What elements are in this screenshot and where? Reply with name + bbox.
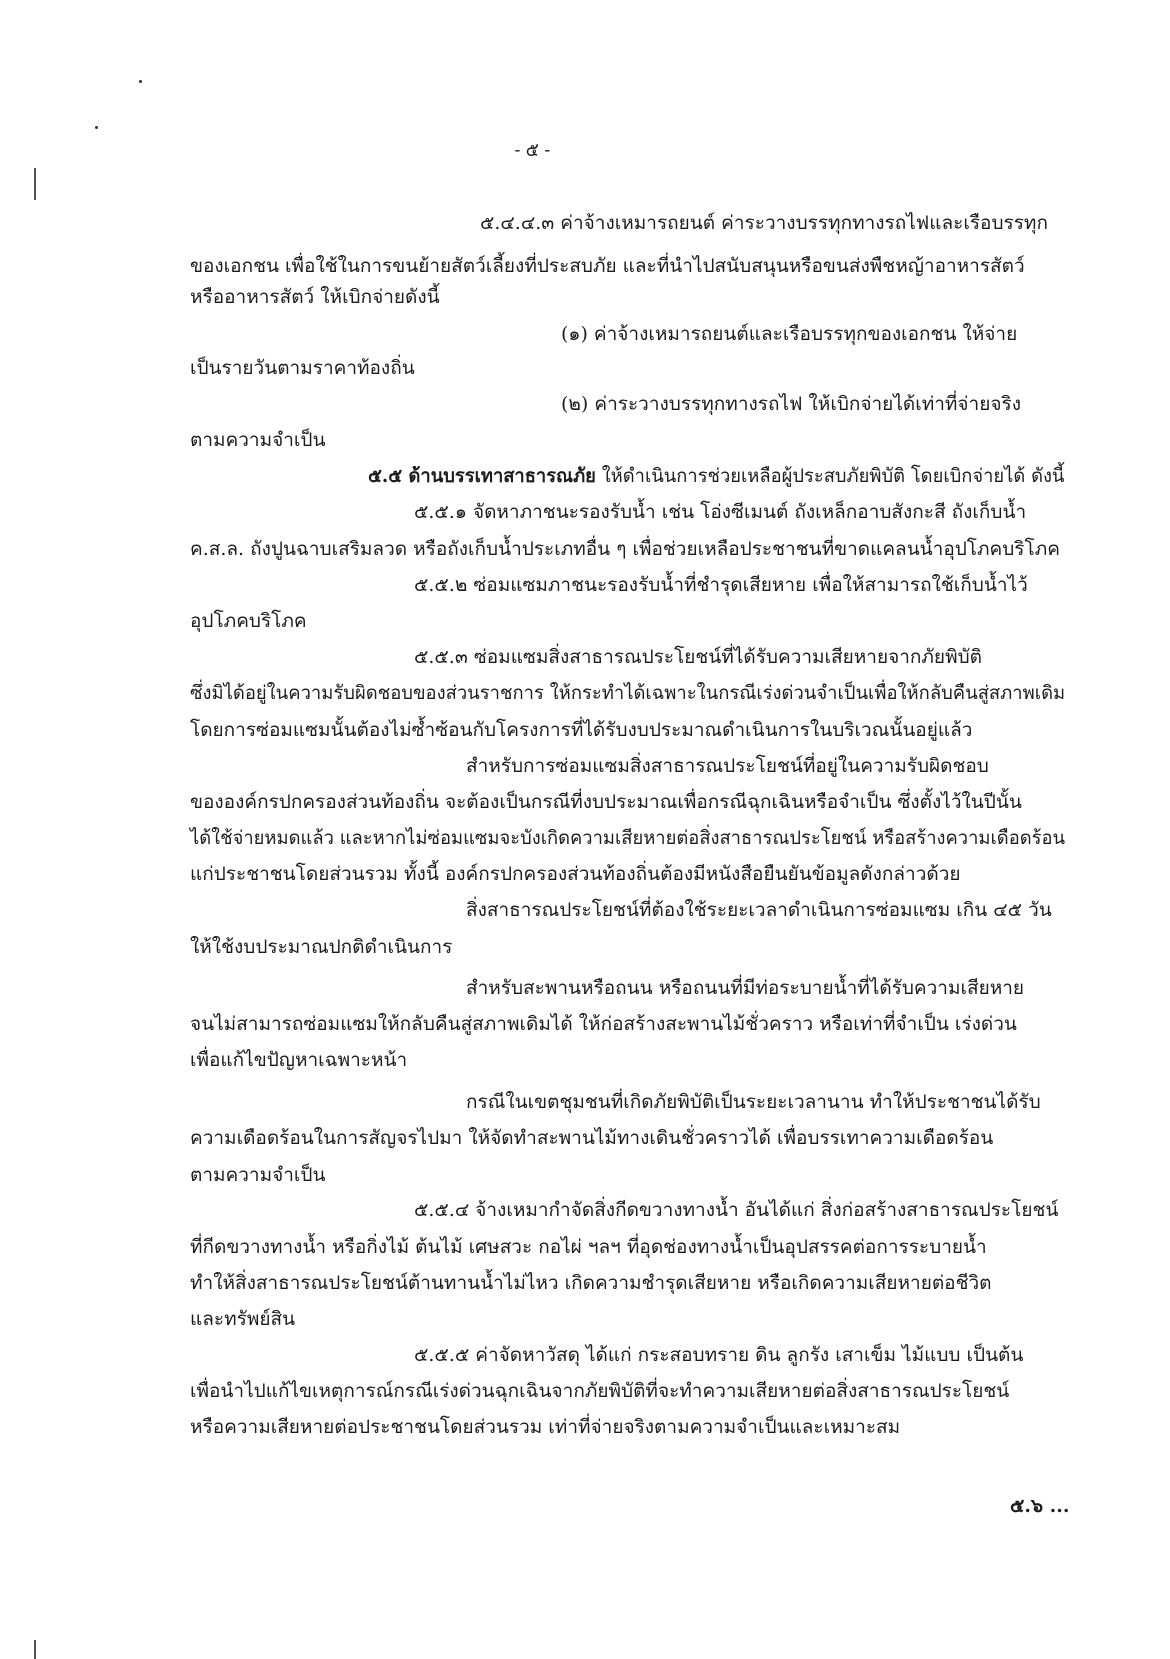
paragraph-line: ขององค์กรปกครองส่วนท้องถิ่น จะต้องเป็นกรณีที่งบประมาณเพื่อกรณีฉุกเฉินหรือจำเป็น ซึ่งตั้งไว้ในปีนั้น <box>190 791 1022 813</box>
paragraph-line: สำหรับการซ่อมแซมสิ่งสาธารณประโยชน์ที่อยู่ในความรับผิดชอบ <box>466 755 989 777</box>
scan-edge-mark <box>34 1640 36 1659</box>
paragraph-line: ทำให้สิ่งสาธารณประโยชน์ต้านทานน้ำไม่ไหว เกิดความชำรุดเสียหาย หรือเกิดความเสียหายต่อชีวิต <box>190 1272 992 1294</box>
paragraph-line: และทรัพย์สิน <box>190 1308 296 1330</box>
paragraph-line: สิ่งสาธารณประโยชน์ที่ต้องใช้ระยะเวลาดำเนินการซ่อมแซม เกิน ๔๕ วัน <box>466 899 1052 921</box>
continuation-marker: ๕.๖ ... <box>1010 1495 1070 1517</box>
paragraph-line: ๕.๕.๒ ซ่อมแซมภาชนะรองรับน้ำที่ชำรุดเสียหาย เพื่อให้สามารถใช้เก็บน้ำไว้ <box>414 574 1028 596</box>
scan-speck <box>139 80 142 83</box>
paragraph-line: ค.ส.ล. ถังปูนฉาบเสริมลวด หรือถังเก็บน้ำประเภทอื่น ๆ เพื่อช่วยเหลือประชาชนที่ขาดแคลนน้ำอุปโภคบริโภค <box>190 538 1060 560</box>
section-heading-text: ให้ดำเนินการช่วยเหลือผู้ประสบภัยพิบัติ โดยเบิกจ่ายได้ ดังนี้ <box>595 465 1065 487</box>
page-number: - ๕ - <box>514 139 551 161</box>
paragraph-line: ได้ใช้จ่ายหมดแล้ว และหากไม่ซ่อมแซมจะบังเกิดความเสียหายต่อสิ่งสาธารณประโยชน์ หรือสร้างความเดือดร้อน <box>190 827 1066 849</box>
paragraph-line: ให้ใช้งบประมาณปกติดำเนินการ <box>190 936 453 958</box>
paragraph-line: ซึ่งมิได้อยู่ในความรับผิดชอบของส่วนราชการ ให้กระทำได้เฉพาะในกรณีเร่งด่วนจำเป็นเพื่อให้กลับคืนสู่สภาพเดิม <box>190 682 1066 704</box>
paragraph-line: เพื่อแก้ไขปัญหาเฉพาะหน้า <box>190 1049 408 1071</box>
paragraph-line: โดยการซ่อมแซมนั้นต้องไม่ซ้ำซ้อนกับโครงการที่ได้รับงบประมาณดำเนินการในบริเวณนั้นอยู่แล้ว <box>190 719 973 741</box>
paragraph-line: ของเอกชน เพื่อใช้ในการขนย้ายสัตว์เลี้ยงที่ประสบภัย และที่นำไปสนับสนุนหรือขนส่งพืชหญ้าอาหารสัตว์ <box>190 255 1025 277</box>
paragraph-line: อุปโภคบริโภค <box>190 610 307 632</box>
paragraph-line: จนไม่สามารถซ่อมแซมให้กลับคืนสู่สภาพเดิมได้ ให้ก่อสร้างสะพานไม้ชั่วคราว หรือเท่าที่จำเป็น เร่งด่วน <box>190 1013 1017 1035</box>
paragraph-line: ตามความจำเป็น <box>190 1164 326 1186</box>
section-heading <box>368 463 1064 489</box>
scan-edge-mark <box>34 168 36 200</box>
paragraph-line: (๒) ค่าระวางบรรทุกทางรถไฟ ให้เบิกจ่ายได้เท่าที่จ่ายจริง <box>561 393 1021 415</box>
paragraph-line: แก่ประชาชนโดยส่วนรวม ทั้งนี้ องค์กรปกครองส่วนท้องถิ่นต้องมีหนังสือยืนยันข้อมูลดังกล่าวด้วย <box>190 863 961 885</box>
paragraph-line: ๕.๕.๔ จ้างเหมากำจัดสิ่งกีดขวางทางน้ำ อันได้แก่ สิ่งก่อสร้างสาธารณประโยชน์ <box>414 1199 1059 1221</box>
paragraph-line: ๕.๕.๑ จัดหาภาชนะรองรับน้ำ เช่น โอ่งซีเมนต์ ถังเหล็กอาบสังกะสี ถังเก็บน้ำ <box>414 501 1027 523</box>
paragraph-line: ๕.๕.๕ ค่าจัดหาวัสดุ ได้แก่ กระสอบทราย ดิน ลูกรัง เสาเข็ม ไม้แบบ เป็นต้น <box>414 1344 1024 1366</box>
paragraph-line: (๑) ค่าจ้างเหมารถยนต์และเรือบรรทุกของเอกชน ให้จ่าย <box>561 323 1018 345</box>
section-heading-title: ๕.๕ ด้านบรรเทาสาธารณภัย <box>368 465 596 487</box>
paragraph-line: ตามความจำเป็น <box>190 429 326 451</box>
paragraph-line: เพื่อนำไปแก้ไขเหตุการณ์กรณีเร่งด่วนฉุกเฉินจากภัยพิบัติที่จะทำความเสียหายต่อสิ่งสาธารณประโยชน์ <box>190 1380 1010 1402</box>
scan-speck <box>95 126 98 129</box>
paragraph-line: สำหรับสะพานหรือถนน หรือถนนที่มีท่อระบายน้ำที่ได้รับความเสียหาย <box>466 977 1025 999</box>
paragraph-line: กรณีในเขตชุมชนที่เกิดภัยพิบัติเป็นระยะเวลานาน ทำให้ประชาชนได้รับ <box>466 1091 1041 1113</box>
paragraph-line: เป็นรายวันตามราคาท้องถิ่น <box>190 357 415 379</box>
paragraph-line: หรืออาหารสัตว์ ให้เบิกจ่ายดังนี้ <box>190 286 440 308</box>
paragraph-line: ความเดือดร้อนในการสัญจรไปมา ให้จัดทำสะพานไม้ทางเดินชั่วคราวได้ เพื่อบรรเทาความเดือดร้อน <box>190 1127 994 1149</box>
paragraph-line: หรือความเสียหายต่อประชาชนโดยส่วนรวม เท่าที่จ่ายจริงตามความจำเป็นและเหมาะสม <box>190 1416 901 1438</box>
paragraph-line: ๕.๕.๓ ซ่อมแซมสิ่งสาธารณประโยชน์ที่ได้รับความเสียหายจากภัยพิบัติ <box>414 646 982 668</box>
paragraph-line: ๕.๔.๔.๓ ค่าจ้างเหมารถยนต์ ค่าระวางบรรทุกทางรถไฟและเรือบรรทุก <box>480 212 1048 234</box>
paragraph-line: ที่กีดขวางทางน้ำ หรือกิ่งไม้ ต้นไม้ เศษสวะ กอไผ่ ฯลฯ ที่อุดช่องทางน้ำเป็นอุปสรรคต่อการระบายน้ำ <box>190 1236 987 1258</box>
